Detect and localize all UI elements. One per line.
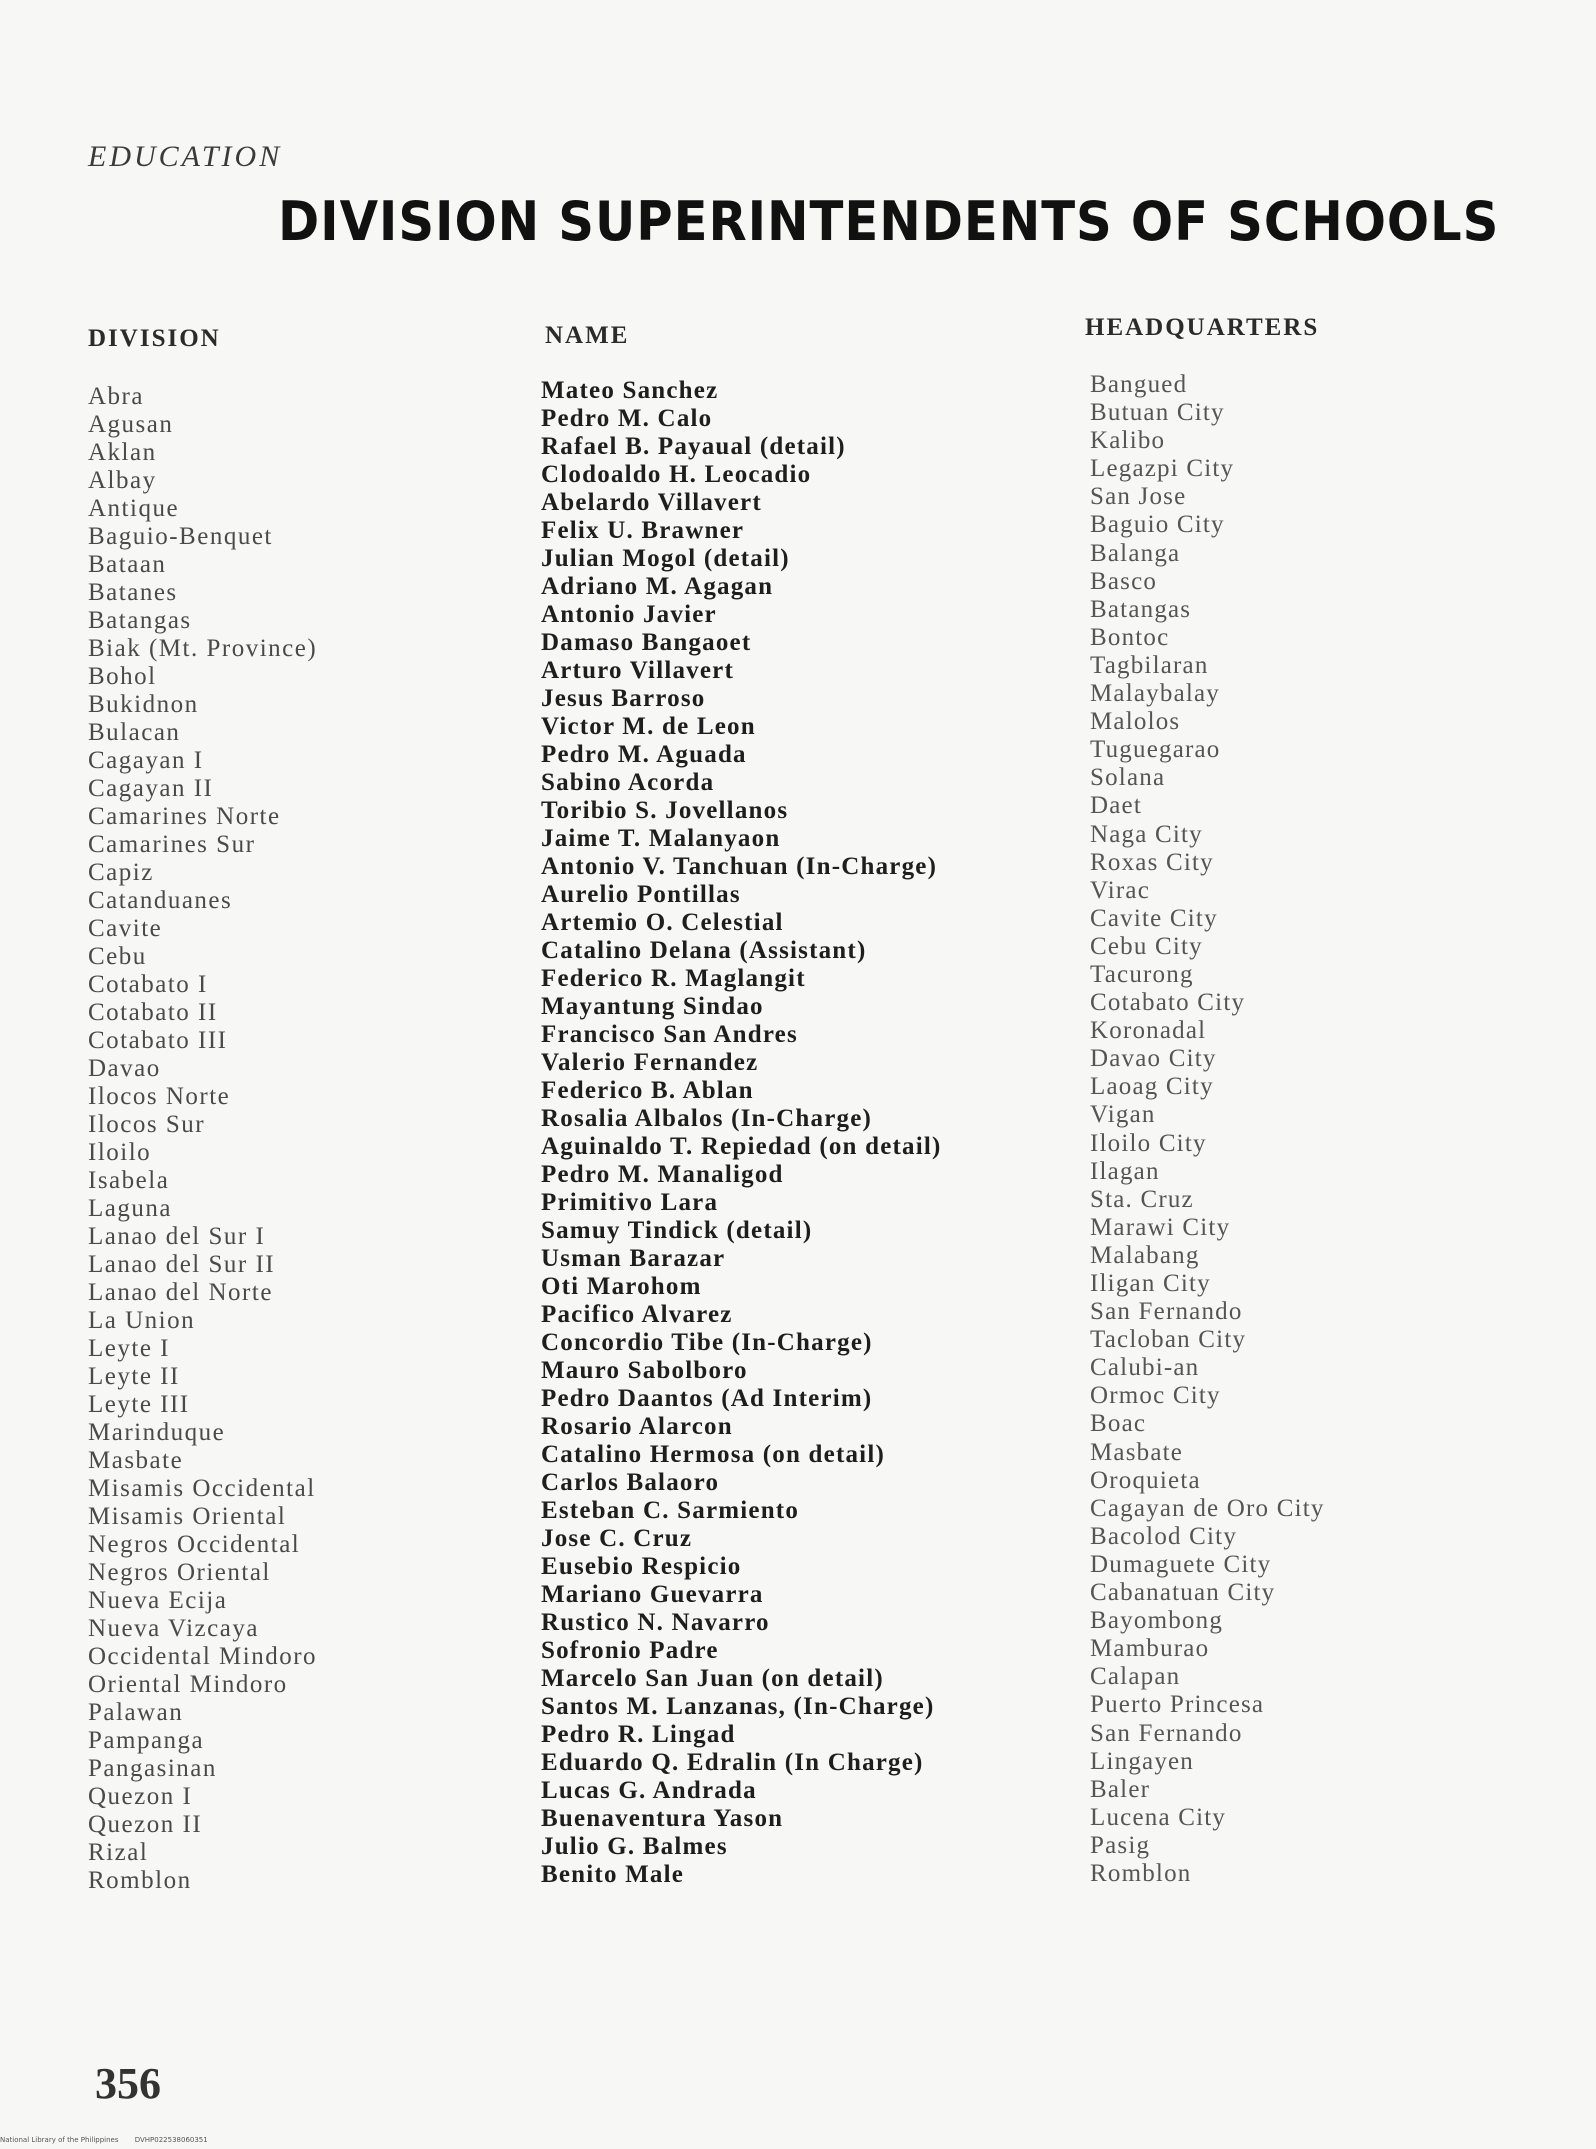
division-cell: Davao [88, 1055, 161, 1082]
superintendent-name-cell: Lucas G. Andrada [541, 1777, 757, 1804]
headquarters-cell: Solana [1090, 764, 1166, 792]
superintendent-name-cell: Pedro R. Lingad [541, 1721, 736, 1748]
superintendent-name-cell: Oti Marohom [541, 1273, 702, 1300]
superintendent-name-cell: Carlos Balaoro [541, 1469, 720, 1496]
superintendent-name-cell: Eduardo Q. Edralin (In Charge) [541, 1749, 924, 1776]
superintendent-name-cell: Arturo Villavert [541, 657, 735, 684]
footer [0, 2136, 222, 2144]
division-cell: Bataan [88, 551, 167, 578]
headquarters-cell: Boac [1090, 1410, 1147, 1438]
superintendent-name-cell: Jose C. Cruz [541, 1525, 693, 1552]
superintendent-name-cell: Pacifico Alvarez [541, 1301, 733, 1328]
headquarters-cell: Baguio City [1090, 511, 1225, 539]
division-cell: Batangas [88, 607, 192, 634]
headquarters-cell: Puerto Princesa [1090, 1691, 1265, 1719]
headquarters-cell: San Jose [1090, 483, 1187, 511]
superintendent-name-cell: Clodoaldo H. Leocadio [541, 461, 812, 488]
headquarters-cell: Balanga [1090, 539, 1181, 567]
division-cell: Leyte II [88, 1363, 180, 1390]
division-cell: Cotabato II [88, 999, 218, 1026]
division-cell: La Union [88, 1307, 196, 1334]
division-cell: Misamis Oriental [88, 1503, 287, 1530]
headquarters-cell: Marawi City [1090, 1213, 1231, 1241]
headquarters-cell: Daet [1090, 792, 1142, 820]
superintendent-name-cell: Sofronio Padre [541, 1637, 719, 1664]
headquarters-cell: Romblon [1090, 1859, 1192, 1887]
superintendent-name-cell: Buenaventura Yason [541, 1805, 784, 1832]
division-cell: Capiz [88, 859, 154, 886]
division-cell: Cagayan II [88, 775, 214, 802]
headquarters-cell: Mamburao [1090, 1635, 1210, 1663]
superintendent-name-cell: Jaime T. Malanyaon [541, 825, 781, 852]
superintendent-name-cell: Usman Barazar [541, 1245, 726, 1272]
division-cell: Quezon I [88, 1783, 193, 1810]
headquarters-column-header: HEADQUARTERS [1085, 314, 1320, 341]
headquarters-cell: Lucena City [1090, 1803, 1227, 1831]
division-cell: Nueva Ecija [88, 1587, 228, 1614]
superintendent-name-cell: Pedro Daantos (Ad Interim) [541, 1385, 873, 1412]
superintendent-name-cell: Damaso Bangaoet [541, 629, 752, 656]
headquarters-cell: Masbate [1090, 1438, 1184, 1466]
division-cell: Batanes [88, 579, 178, 606]
division-cell: Leyte III [88, 1391, 190, 1418]
division-cell: Cagayan I [88, 747, 204, 774]
headquarters-cell: Koronadal [1090, 1017, 1207, 1045]
superintendent-name-cell: Primitivo Lara [541, 1189, 719, 1216]
division-cell: Ilocos Norte [88, 1083, 231, 1110]
division-cell: Lanao del Sur I [88, 1223, 266, 1250]
superintendent-name-cell: Antonio Javier [541, 601, 717, 628]
division-cell: Isabela [88, 1167, 170, 1194]
headquarters-cell: Calapan [1090, 1663, 1181, 1691]
headquarters-cell: Malaybalay [1090, 680, 1221, 708]
superintendent-name-cell: Rosario Alarcon [541, 1413, 733, 1440]
superintendent-name-cell: Victor M. de Leon [541, 713, 756, 740]
superintendent-name-cell: Mateo Sanchez [541, 377, 719, 404]
division-cell: Laguna [88, 1195, 172, 1222]
division-cell: Iloilo [88, 1139, 152, 1166]
division-cell: Palawan [88, 1699, 184, 1726]
headquarters-cell: Batangas [1090, 595, 1192, 623]
page-number: 356 [95, 2059, 161, 2108]
headquarters-cell: Ilagan [1090, 1157, 1160, 1185]
headquarters-cell: Bontoc [1090, 623, 1170, 651]
division-cell: Oriental Mindoro [88, 1671, 288, 1698]
footer-library: National Library of the Philippines [0, 2136, 119, 2144]
headquarters-cell: Baler [1090, 1775, 1151, 1803]
headquarters-cell: San Fernando [1090, 1298, 1243, 1326]
superintendent-name-cell: Jesus Barroso [541, 685, 706, 712]
headquarters-cell: Cebu City [1090, 932, 1203, 960]
superintendent-name-cell: Pedro M. Aguada [541, 741, 747, 768]
headquarters-cell: Cabanatuan City [1090, 1579, 1276, 1607]
division-cell: Bulacan [88, 719, 181, 746]
headquarters-cell: Iligan City [1090, 1270, 1211, 1297]
division-cell: Catanduanes [88, 887, 233, 914]
headquarters-cell: Laoag City [1090, 1073, 1214, 1101]
headquarters-cell: Sta. Cruz [1090, 1185, 1194, 1213]
headquarters-cell: Cavite City [1090, 904, 1218, 932]
headquarters-cell: Tagbilaran [1090, 651, 1209, 679]
headquarters-cell: Legazpi City [1090, 455, 1235, 483]
headquarters-cell: Lingayen [1090, 1747, 1195, 1775]
section-label: EDUCATION [88, 140, 283, 173]
superintendent-name-cell: Abelardo Villavert [541, 489, 762, 516]
division-cell: Bukidnon [88, 691, 199, 718]
superintendent-name-cell: Valerio Fernandez [541, 1049, 759, 1076]
headquarters-cell: Butuan City [1090, 399, 1225, 427]
division-cell: Lanao del Norte [88, 1279, 273, 1306]
headquarters-cell: Naga City [1090, 820, 1203, 848]
superintendent-name-cell: Santos M. Lanzanas, (In-Charge) [541, 1693, 935, 1720]
superintendent-name-cell: Aurelio Pontillas [541, 881, 741, 908]
headquarters-cell: Calubi-an [1090, 1354, 1200, 1382]
superintendent-name-cell: Esteban C. Sarmiento [541, 1497, 800, 1524]
headquarters-cell: Tuguegarao [1090, 736, 1221, 764]
footer-code: DVHP022538060351 [134, 2136, 208, 2144]
division-cell: Ilocos Sur [88, 1111, 206, 1138]
division-cell: Negros Occidental [88, 1531, 301, 1558]
division-cell: Camarines Sur [88, 831, 256, 858]
headquarters-cell: Cagayan de Oro City [1090, 1494, 1325, 1522]
superintendent-name-cell: Catalino Hermosa (on detail) [541, 1441, 885, 1468]
division-cell: Agusan [88, 411, 174, 438]
superintendent-name-cell: Concordio Tibe (In-Charge) [541, 1329, 873, 1356]
superintendent-name-cell: Federico R. Maglangit [541, 965, 806, 992]
superintendent-name-cell: Artemio O. Celestial [541, 909, 784, 936]
superintendent-name-cell: Aguinaldo T. Repiedad (on detail) [541, 1133, 942, 1160]
division-cell: Pampanga [88, 1727, 205, 1754]
division-cell: Cotabato I [88, 971, 208, 998]
division-cell: Albay [88, 467, 157, 494]
superintendent-name-cell: Samuy Tindick (detail) [541, 1217, 813, 1244]
superintendent-name-cell: Julian Mogol (detail) [541, 545, 790, 572]
superintendent-name-cell: Mariano Guevarra [541, 1581, 764, 1608]
division-cell: Cotabato III [88, 1027, 228, 1054]
division-cell: Romblon [88, 1867, 192, 1894]
superintendent-name-cell: Benito Male [541, 1861, 685, 1888]
superintendent-name-cell: Mayantung Sindao [541, 993, 764, 1020]
headquarters-cell: Virac [1090, 876, 1151, 904]
headquarters-cell: Davao City [1090, 1045, 1217, 1073]
headquarters-cell: Dumaguete City [1090, 1550, 1272, 1578]
superintendent-name-cell: Catalino Delana (Assistant) [541, 937, 867, 964]
division-cell: Quezon II [88, 1811, 203, 1838]
division-column-header: DIVISION [88, 325, 221, 352]
division-cell: Bohol [88, 663, 157, 690]
headquarters-cell: Tacloban City [1090, 1326, 1247, 1354]
headquarters-cell: Basco [1090, 567, 1158, 595]
headquarters-cell: Bangued [1090, 371, 1188, 398]
headquarters-list [1090, 371, 1325, 1888]
division-cell: Rizal [88, 1839, 149, 1866]
page-title: DIVISION SUPERINTENDENTS OF SCHOOLS [278, 190, 1500, 253]
division-cell: Camarines Norte [88, 803, 281, 830]
division-cell: Nueva Vizcaya [88, 1615, 259, 1642]
division-cell: Cavite [88, 915, 163, 942]
superintendent-name-cell: Pedro M. Manaligod [541, 1161, 784, 1188]
headquarters-cell: Ormoc City [1090, 1382, 1221, 1410]
headquarters-cell: Oroquieta [1090, 1466, 1201, 1494]
division-cell: Abra [88, 383, 144, 410]
superintendent-name-cell: Eusebio Respicio [541, 1553, 742, 1580]
division-cell: Marinduque [88, 1419, 226, 1446]
division-cell: Cebu [88, 943, 147, 970]
headquarters-cell: Cotabato City [1090, 989, 1246, 1017]
superintendent-name-cell: Julio G. Balmes [541, 1833, 728, 1860]
division-list [88, 383, 317, 1895]
headquarters-cell: Kalibo [1090, 427, 1166, 455]
superintendent-name-cell: Mauro Sabolboro [541, 1357, 748, 1384]
headquarters-cell: Malabang [1090, 1241, 1200, 1269]
headquarters-cell: Iloilo City [1090, 1129, 1207, 1157]
headquarters-cell: Malolos [1090, 708, 1181, 736]
superintendent-name-cell: Felix U. Brawner [541, 517, 745, 544]
superintendent-name-cell: Rosalia Albalos (In-Charge) [541, 1105, 873, 1132]
division-cell: Lanao del Sur II [88, 1251, 276, 1278]
division-cell: Baguio-Benquet [88, 523, 273, 550]
superintendent-name-cell: Sabino Acorda [541, 769, 715, 796]
superintendent-name-cell: Pedro M. Calo [541, 405, 713, 432]
superintendent-name-cell: Toribio S. Jovellanos [541, 797, 789, 824]
headquarters-cell: Tacurong [1090, 960, 1194, 988]
superintendent-name-cell: Antonio V. Tanchuan (In-Charge) [541, 853, 938, 880]
name-column-header: NAME [545, 322, 630, 349]
headquarters-cell: Bayombong [1090, 1607, 1224, 1635]
headquarters-cell: Roxas City [1090, 848, 1214, 876]
division-cell: Biak (Mt. Province) [88, 635, 318, 662]
division-cell: Misamis Occidental [88, 1475, 316, 1502]
division-cell: Leyte I [88, 1335, 170, 1362]
superintendent-name-cell: Rafael B. Payaual (detail) [541, 433, 846, 460]
division-cell: Antique [88, 495, 180, 522]
division-cell: Pangasinan [88, 1755, 217, 1782]
division-cell: Negros Oriental [88, 1559, 271, 1586]
superintendent-name-cell: Marcelo San Juan (on detail) [541, 1665, 884, 1692]
superintendent-name-cell: Federico B. Ablan [541, 1077, 754, 1104]
division-cell: Masbate [88, 1447, 184, 1474]
headquarters-cell: Pasig [1090, 1831, 1151, 1859]
superintendent-name-cell: Francisco San Andres [541, 1021, 798, 1048]
headquarters-cell: Bacolod City [1090, 1522, 1238, 1550]
headquarters-cell: Vigan [1090, 1101, 1156, 1129]
division-cell: Aklan [88, 439, 157, 466]
headquarters-cell: San Fernando [1090, 1719, 1243, 1747]
superintendent-name-cell: Adriano M. Agagan [541, 573, 774, 600]
superintendent-name-cell: Rustico N. Navarro [541, 1609, 770, 1636]
name-list [541, 377, 942, 1889]
division-cell: Occidental Mindoro [88, 1643, 318, 1670]
